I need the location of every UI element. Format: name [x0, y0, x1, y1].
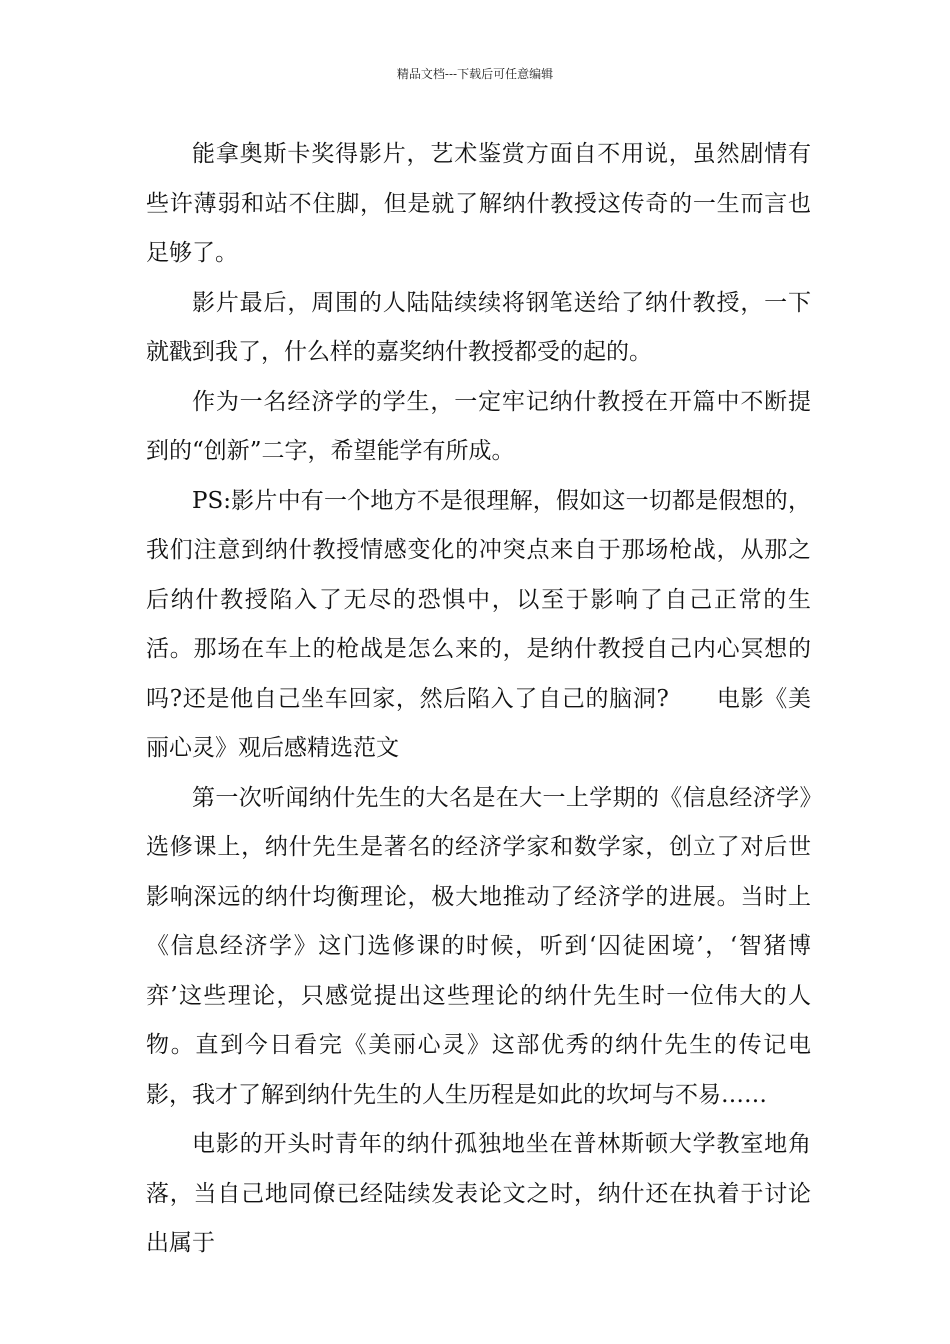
paragraph: 第一次听闻纳什先生的大名是在大一上学期的《信息经济学》选修课上，纳什先生是著名的经济学家和数学家，创立了对后世影响深远的纳什均衡理论，极大地推动了经济学的进展。当时上《信息经济学》这门选修课的时候，听到‘囚徒困境’，‘智猪博弈’这些理论，只感觉提出这些理论的纳什先生时一位伟大的人物。直到今日看完《美丽心灵》这部优秀的纳什先生的传记电影，我才了解到纳什先生的人生历程是如此的坎坷与不易…… — [146, 784, 811, 1108]
paragraph: 能拿奥斯卡奖得影片，艺术鉴赏方面自不用说，虽然剧情有些许薄弱和站不住脚，但是就了解纳什教授这传奇的一生而言也足够了。 — [146, 141, 811, 266]
paragraph: 影片最后，周围的人陆陆续续将钢笔送给了纳什教授，一下就戳到我了，什么样的嘉奖纳什教授都受的起的。 — [146, 289, 811, 365]
page-header: 精品文档---下载后可任意编辑 — [396, 67, 554, 81]
paragraph: 作为一名经济学的学生，一定牢记纳什教授在开篇中不断提到的“创新”二字，希望能学有所成。 — [146, 388, 811, 464]
paragraph: 电影的开头时青年的纳什孤独地坐在普林斯顿大学教室地角落，当自己地同僚已经陆续发表论文之时，纳什还在执着于讨论出属于 — [146, 1131, 811, 1256]
paragraph: PS:影片中有一个地方不是很理解，假如这一切都是假想的，我们注意到纳什教授情感变化的冲突点来自于那场枪战，从那之后纳什教授陷入了无尽的恐惧中，以至于影响了自己正常的生活。那场在车上的枪战是怎么来的，是纳什教授自己内心冥想的吗?还是他自己坐车回家，然后陷入了自己的脑洞? 电影《美丽心灵》观后感精选范文 — [146, 487, 811, 761]
document-body — [146, 130, 811, 1269]
